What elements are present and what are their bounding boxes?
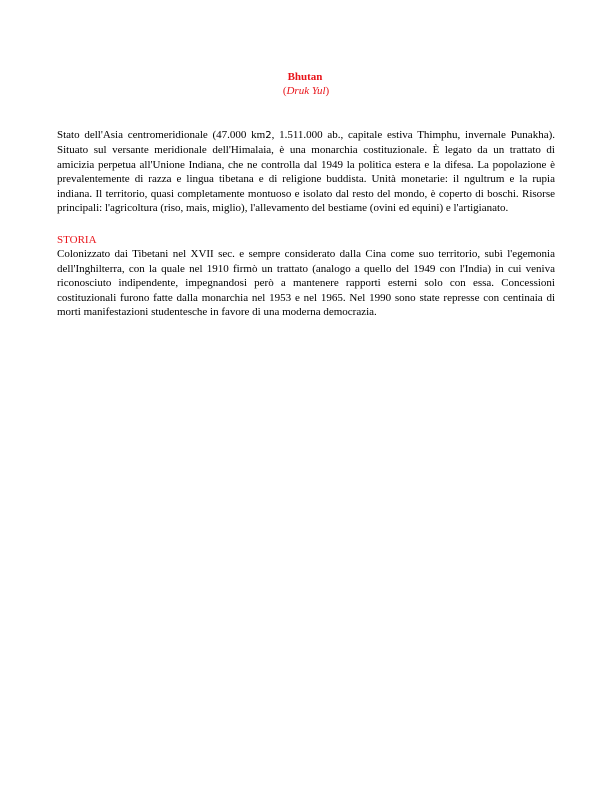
intro-paragraph xyxy=(57,128,555,215)
subtitle-open-paren: ( xyxy=(282,85,287,97)
intro-text-start: Stato dell'Asia centromeridionale (47.000 km xyxy=(57,129,266,141)
native-name: Druk Yul xyxy=(286,85,326,97)
subtitle-close-paren: ) xyxy=(325,85,330,97)
page-subtitle xyxy=(57,84,555,98)
section-heading-storia: STORIA xyxy=(57,234,97,247)
area-unit-power: 2 xyxy=(265,130,272,141)
page-title: Bhutan xyxy=(287,71,323,83)
intro-text-rest: , 1.511.000 ab., capitale estiva Thimphu, invernale Punakha). Situato sul versante meridionale dell'Himalaia, è una monarchia costituzionale. È legato da un trattato di amicizia perpetua all'Unione Indiana, che ne controlla dal 1949 la politica estera e la difesa. La popolazione è prevalentemente di razza e lingua tibetana e di religione buddista. Unità monetarie: il ngultrum e la rupia indiana. Il territorio, quasi completamente montuoso e isolato dal resto del mondo, è coperto di boschi. Risorse principali: l'agricoltura (riso, mais, miglio), l'allevamento del bestiame (ovini ed equini) e l'artigianato. xyxy=(57,129,555,215)
document-page xyxy=(57,70,555,319)
title-block xyxy=(57,70,555,98)
history-paragraph: Colonizzato dai Tibetani nel XVII sec. e sempre considerato dalla Cina come suo territorio, subì l'egemonia dell'Inghilterra, con la quale nel 1910 firmò un trattato (analogo a quello del 1949 con l'India) in cui veniva riconosciuto indipendente, impegnandosi però a mantenere rapporti esterni solo con essa. Concessioni costituzionali furono fatte dalla monarchia nel 1953 e nel 1965. Nel 1990 sono state represse con centinaia di morti manifestazioni studentesche in favore di una moderna democrazia. xyxy=(57,248,555,319)
